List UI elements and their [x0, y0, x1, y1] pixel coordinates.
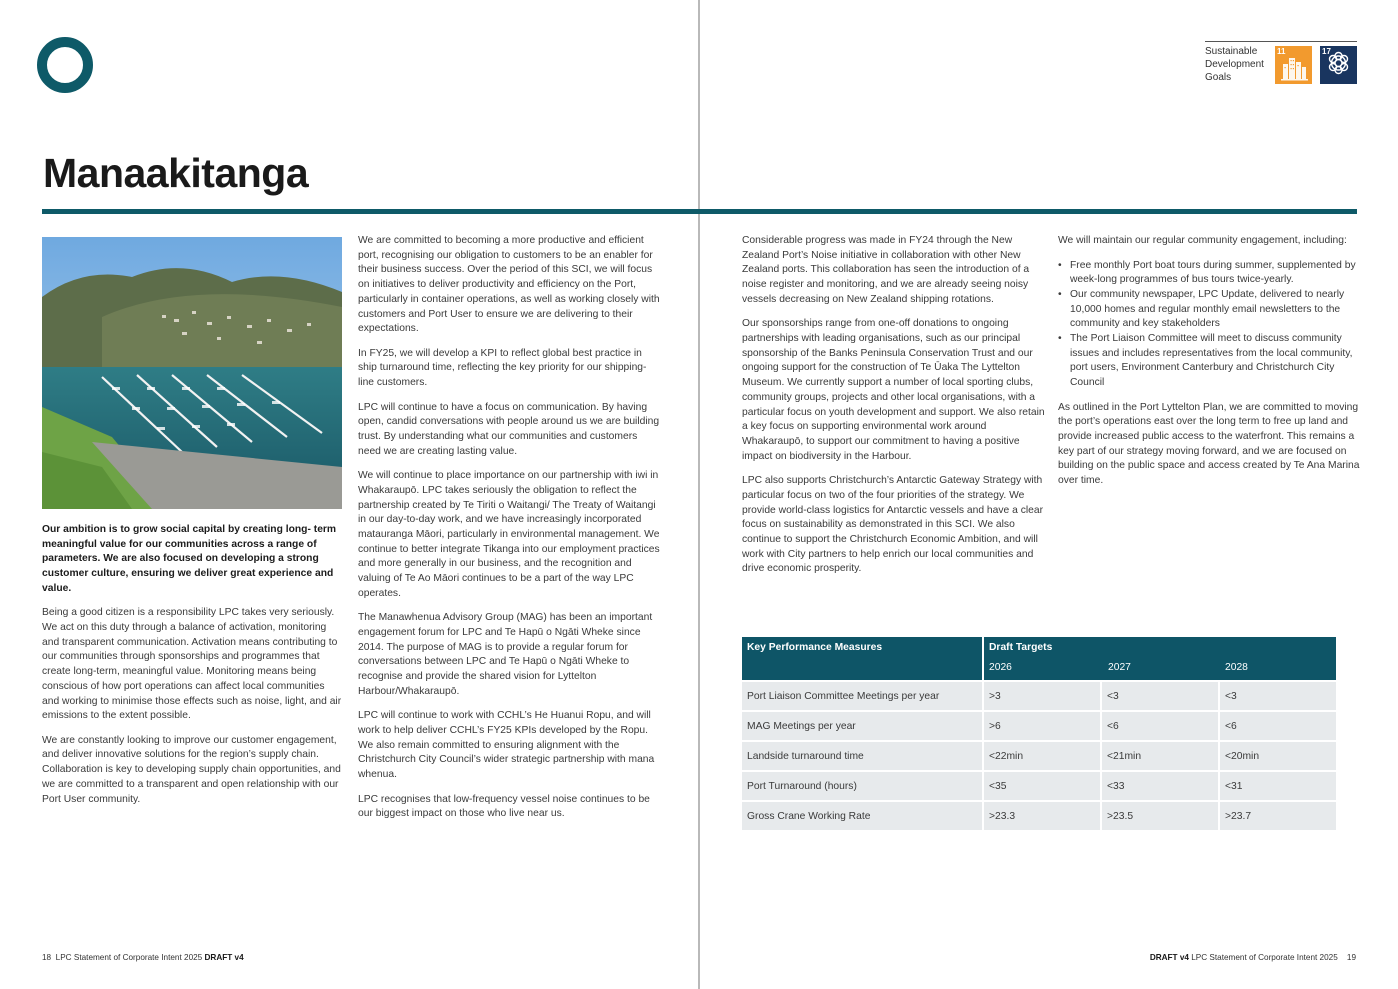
paragraph: We are committed to becoming a more productive and efficient port, recognising our obligation to customers to be an enabler for their business success. Over the period of this SCI, we will focus on initiatives to deliver productivity and efficiency on the Port, particularly in container operations, as well as working closely with customers and Port User to ensure we are delivering to their expectations.	[358, 235, 660, 335]
year-2027: 2027	[1108, 662, 1131, 673]
list-item: • Our community newspaper, LPC Update, delivered to nearly 10,000 homes and regular monthly email newsletters to the community and key stakeholders	[1070, 288, 1360, 332]
target-cell: <22min	[983, 741, 1101, 771]
page-number: 19	[1346, 953, 1356, 962]
marina-illustration	[42, 237, 342, 509]
footer-right	[1150, 953, 1356, 962]
header-measures: Key Performance Measures	[742, 637, 983, 681]
column-3	[742, 234, 1046, 587]
page-number: 18	[42, 953, 52, 962]
list-item: • Free monthly Port boat tours during summer, supplemented by week-long programmes of bus tours twice-yearly.	[1070, 259, 1360, 288]
target-cell: <3	[1101, 681, 1219, 711]
year-2026: 2026	[984, 658, 1103, 680]
paragraph: LPC will continue to work with CCHL’s He Huanui Ropu, and will work to help deliver CCHL’s FY25 KPIs developed by the Ropu. We also remain committed to ensuring alignment with the Christchurch City Council’s wider strategic partnership with mana whenua.	[358, 710, 655, 781]
table-row	[742, 711, 1336, 741]
paragraph: In FY25, we will develop a KPI to reflect global best practice in ship turnaround time, reflecting the key priority for our shipping-line customers.	[358, 347, 647, 389]
paragraph: We are constantly looking to improve our customer engagement, and deliver innovative solutions for the region’s supply chain. Collaboration is key to developing supply chain opportunities, and we are committed to a transparent and open relationship with our Port User community.	[42, 734, 341, 805]
paragraph: LPC will continue to have a focus on communication. By having open, candid conversations with people around us we are building trust. By understanding what our communities and customers need we are creating lasting value.	[358, 401, 660, 457]
ambition-lead: Our ambition is to grow social capital by creating long- term meaningful value for our communities across a range of parameters. We are also focused on developing a strong customer culture, ensuring we deliver great experience and value.	[42, 524, 337, 594]
sdg-17-number: 17	[1322, 47, 1331, 56]
kpi-table	[742, 637, 1336, 830]
page-spine	[698, 0, 700, 989]
target-cell: >23.7	[1219, 801, 1336, 830]
footer-doc-title: LPC Statement of Corporate Intent 2025	[1191, 953, 1338, 962]
target-cell: <31	[1219, 771, 1336, 801]
target-cell: <6	[1101, 711, 1219, 741]
target-cell: <35	[983, 771, 1101, 801]
target-cell: >3	[983, 681, 1101, 711]
page-title: Manaakitanga	[43, 150, 309, 196]
engagement-list	[1058, 259, 1360, 391]
target-cell: <6	[1219, 711, 1336, 741]
sdg-11-number: 11	[1277, 47, 1286, 56]
footer-draft-label: DRAFT v4	[1149, 953, 1189, 962]
target-cell: <3	[1219, 681, 1336, 711]
measure-cell: Landside turnaround time	[742, 741, 983, 771]
sdg-11-sustainable-cities-icon	[1275, 46, 1312, 84]
footer-left	[42, 953, 244, 962]
measure-cell: MAG Meetings per year	[742, 711, 983, 741]
paragraph: The Manawhenua Advisory Group (MAG) has been an important engagement forum for LPC and Te Hapū o Ngāti Wheke since 2014. The purpose of MAG is to provide a regular forum for conversations between LPC and Te Hapū o Ngāti Wheke to recognise and provide the shared vision for Lyttelton Harbour/Whakaraupō.	[358, 612, 653, 697]
table-row	[742, 801, 1336, 830]
title-underline	[42, 209, 1357, 214]
sdg-label: Sustainable Development Goals	[1205, 46, 1264, 83]
paragraph: Considerable progress was made in FY24 through the New Zealand Port’s Noise initiative in collaboration with other New Zealand ports. This collaboration has seen the introduction of a noise register and monitoring, and we are already seeing noisy vessels decreasing on New Zealand shipping rotations.	[742, 235, 1030, 305]
footer-doc-title: LPC Statement of Corporate Intent 2025	[55, 953, 203, 962]
column-4	[1058, 234, 1360, 499]
table-row	[742, 681, 1336, 711]
header-targets: Draft Targets 2026 2027 2028	[983, 637, 1336, 681]
paragraph: LPC recognises that low-frequency vessel noise continues to be our biggest impact on those who live near us.	[358, 793, 650, 820]
paragraph: Our sponsorships range from one-off donations to ongoing partnerships with leading organisations, such as our principal sponsorship of the Banks Peninsula Conservation Trust and our ongoing support for the construction of Te Ūaka The Lyttelton Museum. We currently support a number of local sporting clubs, community groups, projects and other local organisations, with a particular focus on youth development and support. We also retain a key focus on supporting environmental work around Whakaraupō, to support our commitment to having a positive impact on biodiversity in the Harbour.	[742, 318, 1045, 462]
column-2	[358, 234, 660, 832]
sdg-divider	[1205, 41, 1357, 42]
measure-cell: Gross Crane Working Rate	[742, 801, 983, 830]
target-cell: >23.3	[983, 801, 1101, 830]
sdg-17-partnerships-icon	[1320, 46, 1357, 84]
table-row	[742, 741, 1336, 771]
paragraph: As outlined in the Port Lyttelton Plan, we are committed to moving the port’s operations east over the long term to free up land and provide increased public access to the waterfront. This remains a key part of our strategy moving forward, and we are focused on building on the public space and access created by Te Ana Marina over time.	[1058, 401, 1360, 487]
list-item: • The Port Liaison Committee will meet to discuss community issues and includes representatives from the local community, port users, Environment Canterbury and Christchurch City Council	[1070, 332, 1360, 391]
paragraph: We will maintain our regular community engagement, including:	[1058, 235, 1347, 246]
paragraph: LPC also supports Christchurch’s Antarctic Gateway Strategy with particular focus on two of the four priorities of the strategy. We provide world-class logistics for Antarctic vessels and have a clear focus on sustainability as demonstrated in this SCI. We also continue to support the Christchurch Economic Ambition, and will work with City partners to help enrich our local communities and drive economic prosperity.	[742, 475, 1044, 575]
year-2028: 2028	[1225, 662, 1248, 673]
measure-cell: Port Liaison Committee Meetings per year	[742, 681, 983, 711]
paragraph: We will continue to place importance on our partnership with iwi in Whakaraupō. LPC takes seriously the obligation to reflect the partnership created by Te Tiriti o Waitangi/ The Treaty of Waitangi in our day-to-day work, and we have increasingly incorporated matauranga Māori, particularly in environmental management. We continue to better integrate Tikanga into our employment practices and more generally in our business, and the recognition and valuing of Te Ao Māori continues to be a part of the way LPC operates.	[358, 470, 660, 599]
target-cell: >6	[983, 711, 1101, 741]
paragraph: Being a good citizen is a responsibility LPC takes very seriously. We act on this duty through a balance of activation, monitoring and transparent communication. Activation means contributing to our communities through sponsorships and programmes that create long-term, meaningful value. Monitoring means being conscious of how port operations can affect local communities and working to minimise those effects such as noise, light, and air emissions to the extent possible.	[42, 607, 342, 722]
lpc-ring-logo-icon	[37, 37, 93, 93]
target-cell: <20min	[1219, 741, 1336, 771]
target-cell: <33	[1101, 771, 1219, 801]
table-row	[742, 771, 1336, 801]
target-cell: >23.5	[1101, 801, 1219, 830]
measure-cell: Port Turnaround (hours)	[742, 771, 983, 801]
column-1	[42, 523, 344, 817]
marina-photo	[42, 237, 342, 509]
footer-draft-label: DRAFT v4	[204, 953, 244, 962]
target-cell: <21min	[1101, 741, 1219, 771]
